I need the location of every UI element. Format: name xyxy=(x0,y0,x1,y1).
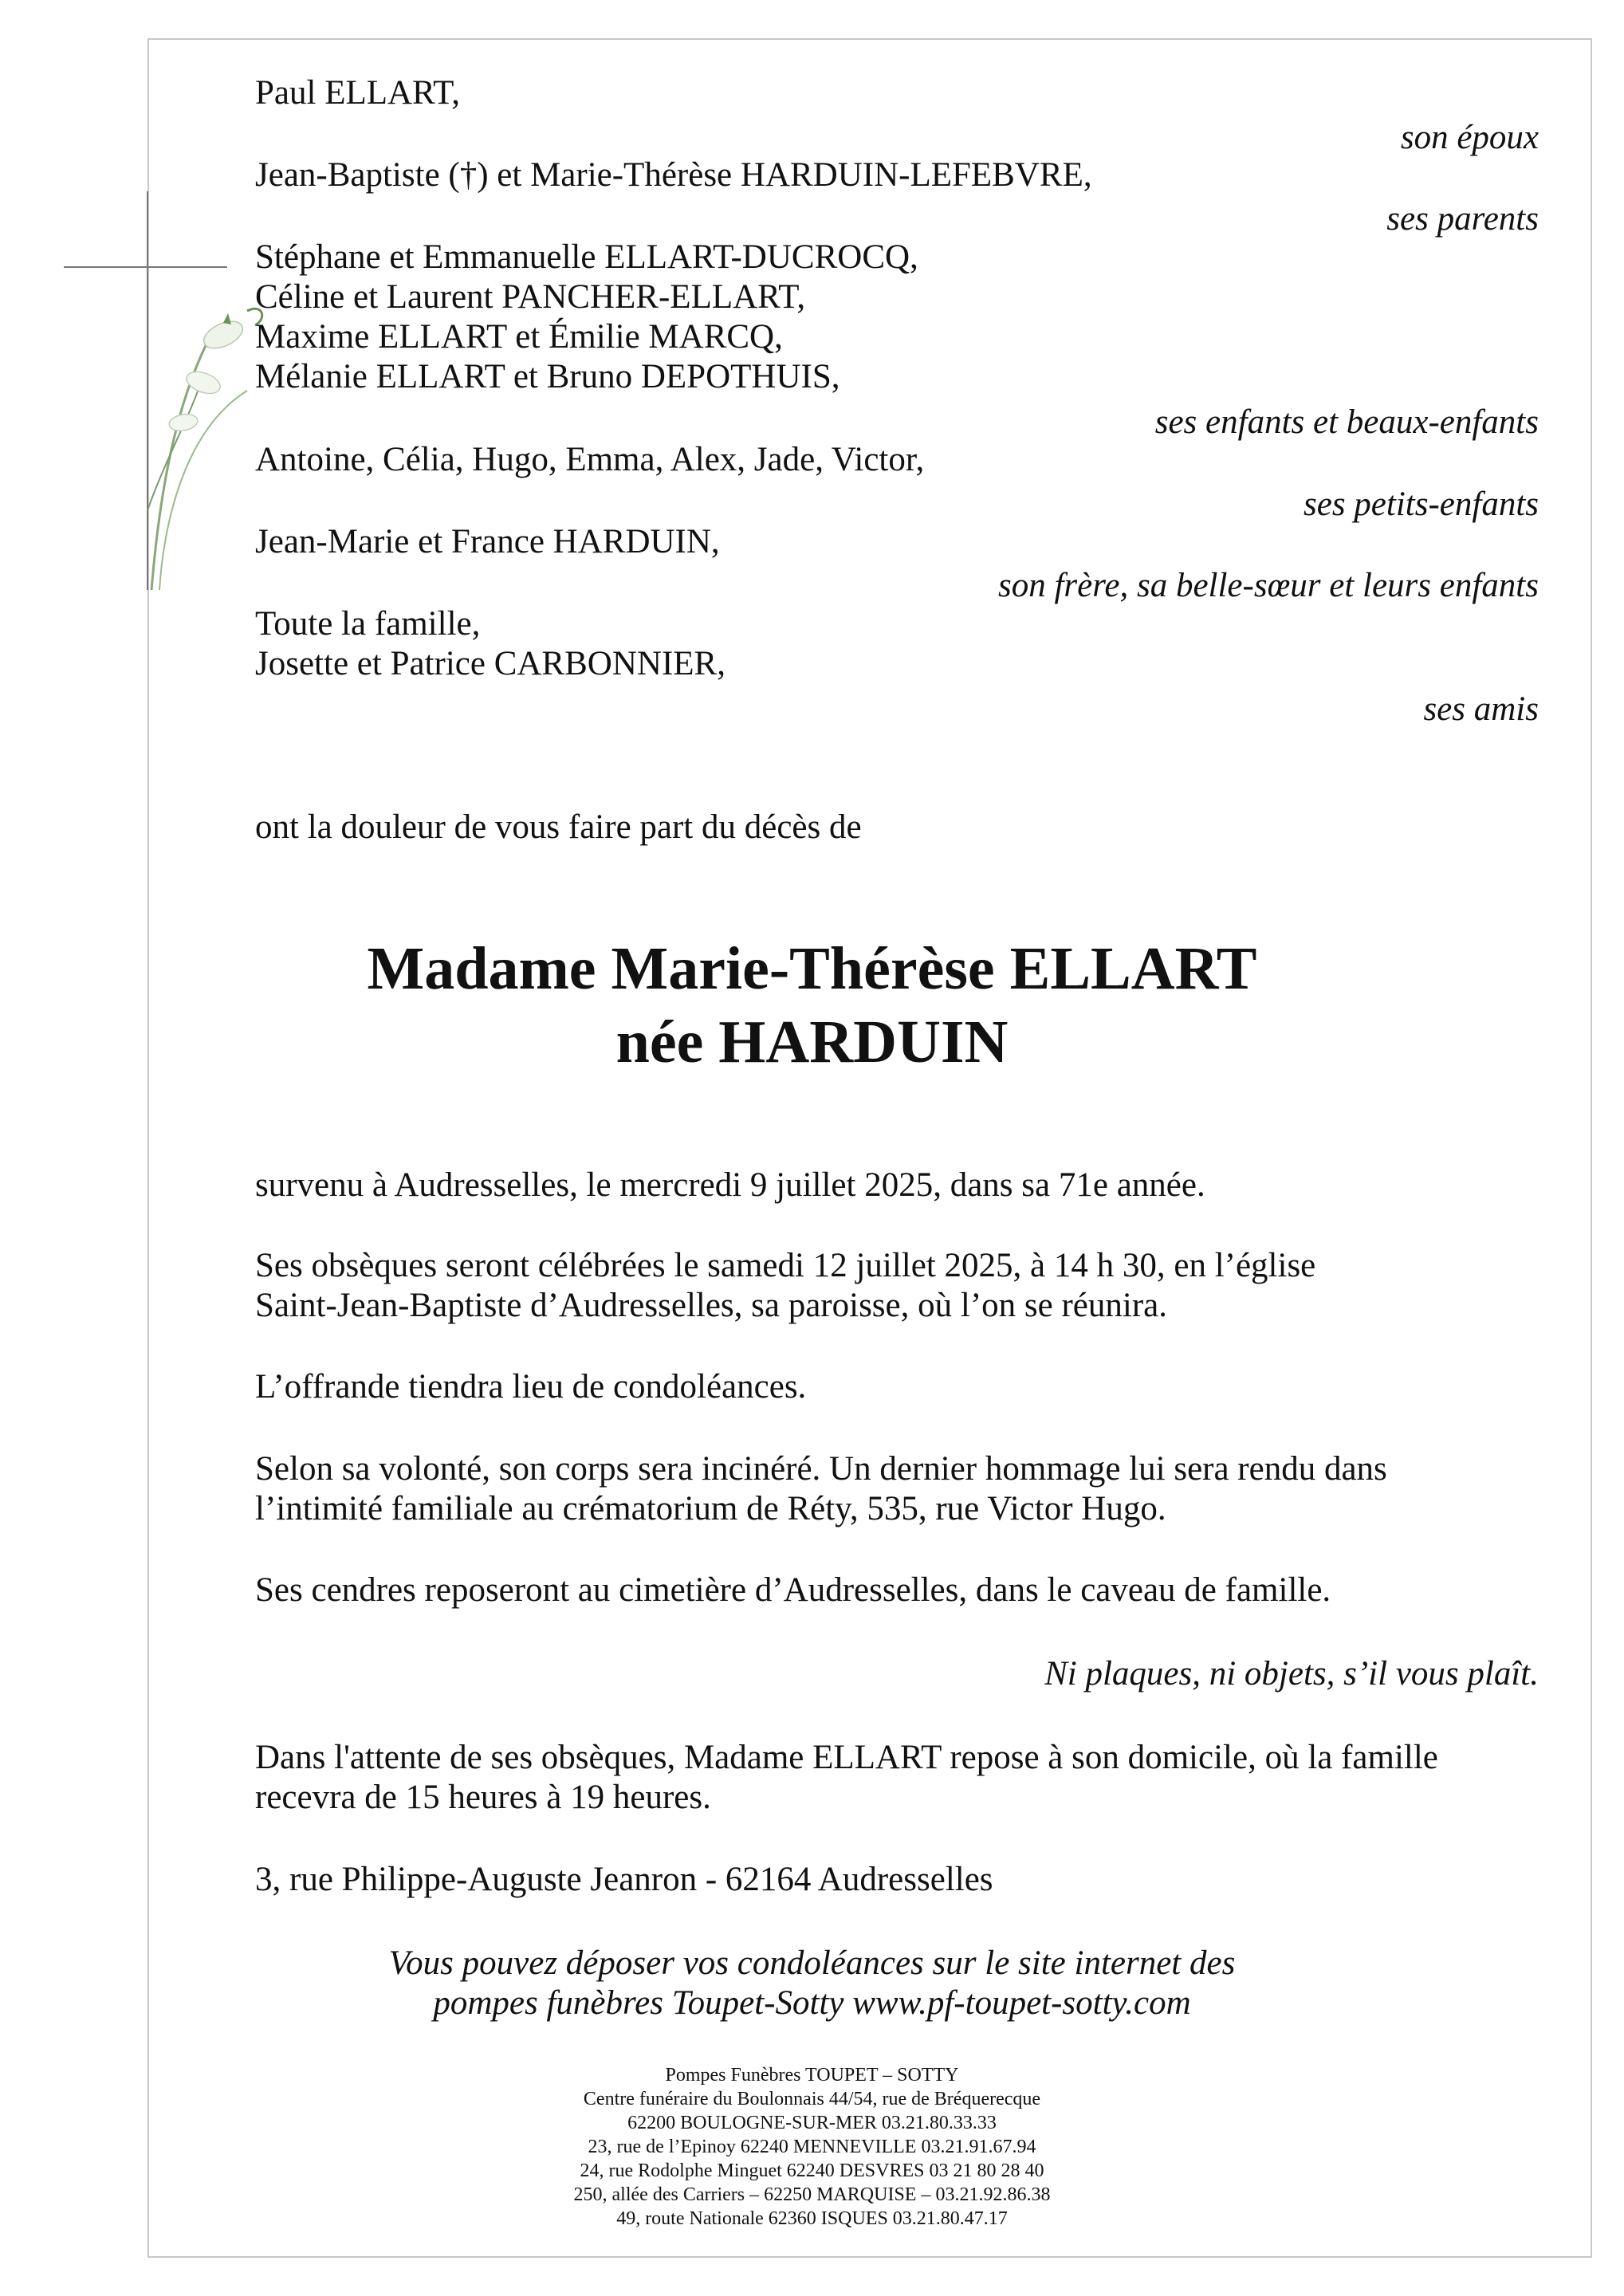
wake-info: Dans l'attente de ses obsèques, Madame ELLART repose à son domicile, où la famille xyxy=(255,1739,1438,1776)
ashes-info: Ses cendres reposeront au cimetière d’Audresselles, dans le caveau de famille. xyxy=(255,1571,1331,1609)
offering-info: L’offrande tiendra lieu de condoléances. xyxy=(255,1368,807,1406)
home-address: 3, rue Philippe-Auguste Jeanron - 62164 Audresselles xyxy=(255,1861,993,1898)
footer-line: 49, route Nationale 62360 ISQUES 03.21.80.47.17 xyxy=(616,2208,1008,2229)
child-line: Maxime ELLART et Émilie MARCQ, xyxy=(255,318,783,356)
husband-role: son époux xyxy=(1400,119,1539,156)
family-all: Toute la famille, xyxy=(255,605,481,643)
deceased-name: Madame Marie-Thérèse ELLART xyxy=(367,935,1257,1002)
child-line: Stéphane et Emmanuelle ELLART-DUCROCQ, xyxy=(255,238,918,276)
footer-line: 23, rue de l’Epinoy 62240 MENNEVILLE 03.21.91.67.94 xyxy=(588,2137,1036,2157)
funeral-info: Ses obsèques seront célébrées le samedi 12 juillet 2025, à 14 h 30, en l’église xyxy=(255,1247,1316,1284)
condolences-line: Vous pouvez déposer vos condoléances sur le site internet des xyxy=(388,1944,1236,1982)
footer-line: 62200 BOULOGNE-SUR-MER 03.21.80.33.33 xyxy=(627,2113,997,2133)
parents-names: Jean-Baptiste (†) et Marie-Thérèse HARDUIN-LEFEBVRE, xyxy=(255,156,1092,194)
footer-line: Pompes Funèbres TOUPET – SOTTY xyxy=(665,2065,959,2086)
death-info: survenu à Audresselles, le mercredi 9 juillet 2025, dans sa 71e année. xyxy=(255,1166,1205,1204)
cross-lily-icon xyxy=(64,191,271,606)
friends-role: ses amis xyxy=(1423,690,1539,728)
children-role: ses enfants et beaux-enfants xyxy=(1154,403,1539,441)
no-plaques-note: Ni plaques, ni objets, s’il vous plaît. xyxy=(1044,1655,1539,1693)
condolences-line: pompes funèbres Toupet-Sotty www.pf-toupet-sotty.com xyxy=(433,1984,1191,2022)
child-line: Céline et Laurent PANCHER-ELLART, xyxy=(255,278,806,316)
deceased-maiden-name: née HARDUIN xyxy=(615,1008,1009,1075)
footer-line: 24, rue Rodolphe Minguet 62240 DESVRES 03 21 80 28 40 xyxy=(580,2160,1044,2181)
announcement: ont la douleur de vous faire part du décès de xyxy=(255,808,862,846)
wake-info: recevra de 15 heures à 19 heures. xyxy=(255,1779,711,1816)
funeral-info: Saint-Jean-Baptiste d’Audresselles, sa paroisse, où l’on se réunira. xyxy=(255,1287,1167,1324)
footer-line: Centre funéraire du Boulonnais 44/54, rue de Bréquerecque xyxy=(583,2089,1041,2109)
grandchildren-names: Antoine, Célia, Hugo, Emma, Alex, Jade, Victor, xyxy=(255,441,925,478)
cremation-info: Selon sa volonté, son corps sera incinéré. Un dernier hommage lui sera rendu dans xyxy=(255,1450,1387,1488)
friends-names: Josette et Patrice CARBONNIER, xyxy=(255,645,725,682)
cremation-info: l’intimité familiale au crématorium de Réty, 535, rue Victor Hugo. xyxy=(255,1490,1166,1527)
grandchildren-role: ses petits-enfants xyxy=(1304,486,1539,523)
child-line: Mélanie ELLART et Bruno DEPOTHUIS, xyxy=(255,358,840,395)
parents-role: ses parents xyxy=(1386,200,1539,238)
husband-name: Paul ELLART, xyxy=(255,74,460,112)
brother-names: Jean-Marie et France HARDUIN, xyxy=(255,523,720,560)
brother-role: son frère, sa belle-sœur et leurs enfants xyxy=(998,567,1539,604)
footer-line: 250, allée des Carriers – 62250 MARQUISE – 03.21.92.86.38 xyxy=(573,2184,1051,2205)
